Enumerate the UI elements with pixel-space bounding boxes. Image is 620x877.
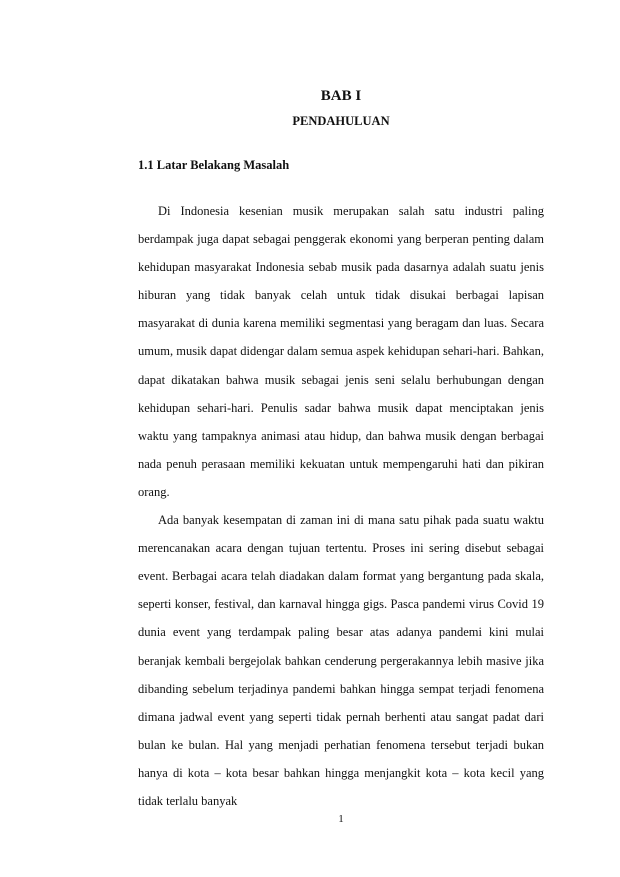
- paragraph-1: Di Indonesia kesenian musik merupakan salah satu industri paling berdampak juga dapat sebagai penggerak ekonomi yang berperan penting dalam kehidupan masyarakat Indonesia sebab musik pada dasarnya adalah suatu jenis hiburan yang tidak banyak celah untuk tidak disukai berbagai lapisan masyarakat di dunia karena memiliki segmentasi yang beragam dan luas. Secara umum, musik dapat didengar dalam semua aspek kehidupan sehari-hari. Bahkan, dapat dikatakan bahwa musik sebagai jenis seni selalu berhubungan dengan kehidupan sehari-hari. Penulis sadar bahwa musik dapat menciptakan jenis waktu yang tampaknya animasi atau hidup, dan bahwa musik dengan berbagai nada penuh perasaan memiliki kekuatan untuk mempengaruhi hati dan pikiran orang.: [138, 204, 544, 499]
- chapter-title: BAB I: [320, 88, 362, 104]
- chapter-subtitle: PENDAHULUAN: [292, 114, 390, 128]
- body-text: [138, 197, 544, 815]
- section-heading: 1.1 Latar Belakang Masalah: [138, 158, 290, 172]
- page-number: 1: [338, 813, 344, 825]
- paragraph-2: Ada banyak kesempatan di zaman ini di mana satu pihak pada suatu waktu merencanakan acara dengan tujuan tertentu. Proses ini sering disebut sebagai event. Berbagai acara telah diadakan dalam format yang bergantung pada skala, seperti konser, festival, dan karnaval hingga gigs. Pasca pandemi virus Covid 19 dunia event yang terdampak paling besar atas adanya pandemi kini mulai beranjak kembali bergejolak bahkan cenderung pergerakannya lebih masive jika dibanding sebelum terjadinya pandemi bahkan hingga sempat terjadi fenomena dimana jadwal event yang seperti tidak pernah berhenti atau sangat padat dari bulan ke bulan. Hal yang menjadi perhatian fenomena tersebut terjadi bukan hanya di kota – kota besar bahkan hingga menjangkit kota – kota kecil yang tidak terlalu banyak: [138, 513, 544, 808]
